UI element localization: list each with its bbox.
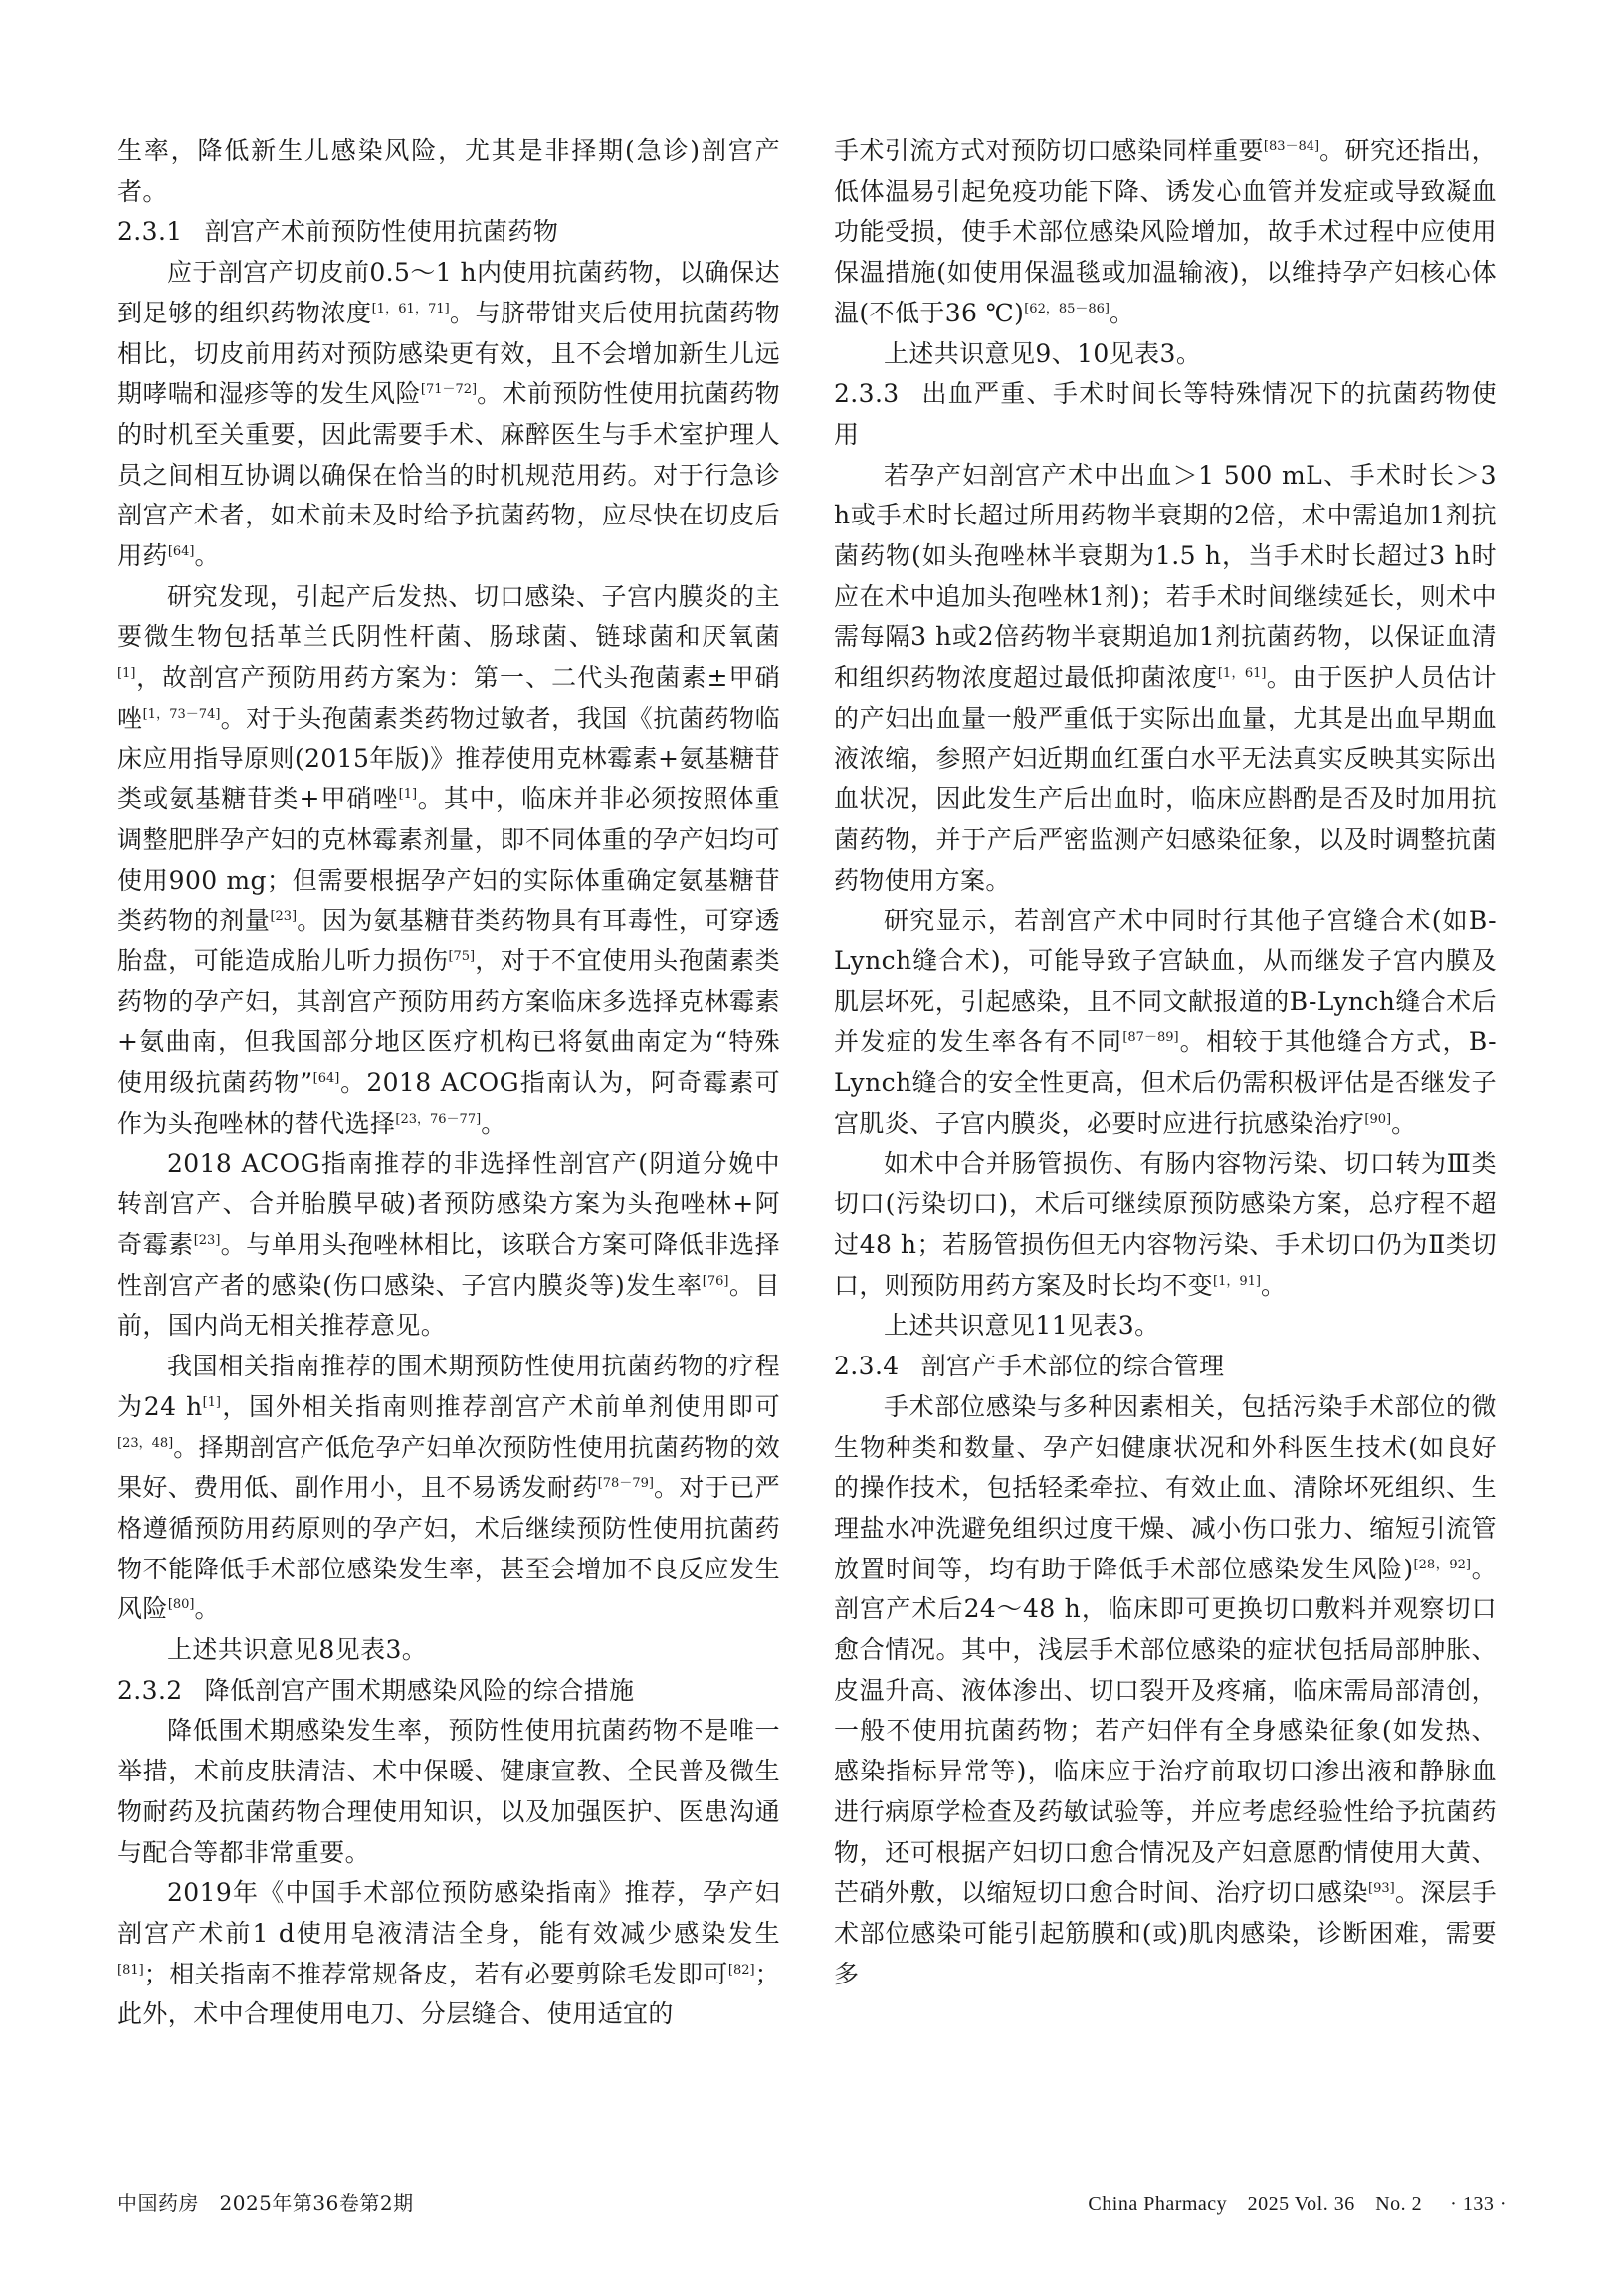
citation-reference: [75] bbox=[448, 949, 476, 965]
section-title: 剖宫产术前预防性使用抗菌药物 bbox=[204, 217, 559, 247]
citation-reference: [87－89] bbox=[1122, 1030, 1179, 1046]
section-number: 2.3.3 bbox=[834, 379, 900, 409]
citation-reference: [76] bbox=[702, 1273, 729, 1289]
citation-reference: [1，61] bbox=[1217, 666, 1267, 682]
paragraph-text: 如术中合并肠管损伤、有肠内容物污染、切口转为Ⅲ类切口(污染切口)，术后可继续原预防感染方案，总疗程不超过48 h；若肠管损伤但无内容物污染、手术切口仍为Ⅱ类切口，则预防用药方案及时长均不变 bbox=[834, 1148, 1497, 1300]
paragraph-text: ，故剖宫产预防用药方案为：第一、二代头孢菌素±甲硝唑 bbox=[117, 663, 780, 732]
footer-journal-label-en: China Pharmacy 2025 Vol. 36 No. 2 bbox=[1088, 2193, 1423, 2215]
body-paragraph bbox=[834, 1387, 1497, 1995]
paragraph-text: ，对于不宜使用头孢菌素类药物的孕产妇，其剖宫产预防用药方案临床多选择克林霉素+氨曲南，但我国部分地区医疗机构已将氨曲南定为“特殊使用级抗菌药物” bbox=[117, 946, 780, 1098]
paragraph-text: ，国外相关指南则推荐剖宫产术前单剂使用即可 bbox=[221, 1391, 780, 1421]
citation-reference: [1，61，71] bbox=[371, 301, 450, 316]
section-title: 剖宫产手术部位的综合管理 bbox=[920, 1352, 1225, 1381]
paragraph-text: 。与脐带钳夹后使用抗菌药物相比，切皮前用药对预防感染更有效，且不会增加新生儿远期哮喘和湿疹等的发生风险 bbox=[117, 298, 780, 409]
paragraph-text: 。相较于其他缝合方式，B-Lynch缝合的安全性更高，但术后仍需积极评估是否继发子宫肌炎、子宫内膜炎，必要时应进行抗感染治疗 bbox=[834, 1027, 1497, 1138]
citation-reference: [1] bbox=[398, 787, 418, 803]
footer-journal-label-cn: 中国药房 2025年第36卷第2期 bbox=[117, 2192, 414, 2215]
paragraph-text: 若孕产妇剖宫产术中出血＞1 500 mL、手术时长＞3 h或手术时长超过所用药物半衰期的2倍，术中需追加1剂抗菌药物(如头孢唑林半衰期为1.5 h，当手术时长超过3 h时应在术中追加头孢唑林1剂)；若手术时间继续延长，则术中需每隔3 h或2倍药物半衰期追加1剂抗菌药物，以保证血清和组织药物浓度超过最低抑菌浓度 bbox=[834, 460, 1497, 693]
section-number: 2.3.1 bbox=[117, 217, 183, 247]
paragraph-text: 。 bbox=[1391, 1108, 1417, 1138]
paragraph-text: 。 bbox=[481, 1108, 506, 1138]
paragraph-text: 上述共识意见11见表3。 bbox=[884, 1311, 1160, 1341]
paragraph-text: 。择期剖宫产低危孕产妇单次预防性使用抗菌药物的效果好、费用低、副作用小，且不易诱发耐药 bbox=[117, 1432, 780, 1503]
citation-reference: [83－84] bbox=[1263, 139, 1320, 154]
citation-reference: [71－72] bbox=[420, 382, 478, 398]
paragraph-text: 手术引流方式对预防切口感染同样重要 bbox=[834, 136, 1264, 165]
paragraph-text: 我国相关指南推荐的围术期预防性使用抗菌药物的疗程为24 h bbox=[117, 1352, 780, 1421]
footer-journal-info-cn bbox=[117, 2188, 414, 2216]
citation-reference: [64] bbox=[167, 544, 195, 560]
paragraph-text: 降低围术期感染发生率，预防性使用抗菌药物不是唯一举措，术前皮肤清洁、术中保暖、健康宣教、全民普及微生物耐药及抗菌药物合理使用知识，以及加强医护、医患沟通与配合等都非常重要。 bbox=[117, 1716, 780, 1867]
citation-reference: [23，48] bbox=[117, 1435, 174, 1451]
paragraph-text: 研究发现，引起产后发热、切口感染、子宫内膜炎的主要微生物包括革兰氏阴性杆菌、肠球菌、链球菌和厌氧菌 bbox=[117, 581, 780, 652]
paragraph-text: 。术前预防性使用抗菌药物的时机至关重要，因此需要手术、麻醉医生与手术室护理人员之间相互协调以确保在恰当的时机规范用药。对于行急诊剖宫产术者，如术前未及时给予抗菌药物，应尽快在切皮后用药 bbox=[117, 379, 780, 571]
section-title: 降低剖宫产围术期感染风险的综合措施 bbox=[204, 1675, 635, 1705]
citation-reference: [23，76－77] bbox=[395, 1111, 482, 1127]
citation-reference: [1] bbox=[202, 1394, 222, 1410]
paragraph-text: 。2018 ACOG指南认为，阿奇霉素可作为头孢唑林的替代选择 bbox=[117, 1068, 780, 1138]
paragraph-text: 。其中，临床并非必须按照体重调整肥胖孕产妇的克林霉素剂量，即不同体重的孕产妇均可使用900 mg；但需要根据孕产妇的实际体重确定氨基糖苷类药物的剂量 bbox=[117, 784, 780, 936]
body-paragraph bbox=[834, 901, 1497, 1144]
body-paragraph bbox=[834, 1145, 1497, 1307]
paragraph-text: 2018 ACOG指南推荐的非选择性剖宫产(阴道分娩中转剖宫产、合并胎膜早破)者预防感染方案为头孢唑林+阿奇霉素 bbox=[117, 1148, 780, 1259]
left-column bbox=[117, 131, 780, 2035]
paragraph-text: 。研究还指出，低体温易引起免疫功能下降、诱发心血管并发症或导致凝血功能受损，使手术部位感染风险增加，故手术过程中应使用保温措施(如使用保温毯或加温输液)，以维持孕产妇核心体温(不低于36 ℃) bbox=[834, 136, 1497, 327]
paragraph-text: 。与单用头孢唑林相比，该联合方案可降低非选择性剖宫产者的感染(伤口感染、子宫内膜炎等)发生率 bbox=[117, 1229, 780, 1300]
section-heading bbox=[834, 374, 1497, 455]
citation-reference: [78－79] bbox=[597, 1476, 654, 1492]
body-paragraph bbox=[117, 1711, 780, 1873]
citation-reference: [64] bbox=[312, 1071, 340, 1087]
paragraph-text: 2019年《中国手术部位预防感染指南》推荐，孕产妇剖宫产术前1 d使用皂液清洁全身，能有效减少感染发生 bbox=[117, 1878, 780, 1948]
citation-reference: [28，92] bbox=[1413, 1557, 1471, 1572]
paragraph-text: 。目前，国内尚无相关推荐意见。 bbox=[117, 1270, 780, 1341]
section-heading bbox=[117, 212, 780, 253]
paragraph-text: 。对于已严格遵循预防用药原则的孕产妇，术后继续预防性使用抗菌药物不能降低手术部位感染发生率，甚至会增加不良反应发生风险 bbox=[117, 1473, 780, 1624]
citation-reference: [90] bbox=[1364, 1111, 1392, 1127]
section-number: 2.3.2 bbox=[117, 1675, 183, 1705]
citation-reference: [23] bbox=[270, 909, 298, 925]
paragraph-text: 。对于头孢菌素类药物过敏者，我国《抗菌药物临床应用指导原则(2015年版)》推荐使用克林霉素+氨基糖苷类或氨基糖苷类+甲硝唑 bbox=[117, 703, 780, 814]
footer-journal-info-en bbox=[1088, 2188, 1507, 2216]
paragraph-text: 。深层手术部位感染可能引起筋膜和(或)肌肉感染，诊断困难，需要多 bbox=[834, 1878, 1497, 1988]
paragraph-text: 上述共识意见9、10见表3。 bbox=[884, 338, 1202, 368]
body-paragraph bbox=[117, 1145, 780, 1348]
paragraph-text: 手术部位感染与多种因素相关，包括污染手术部位的微生物种类和数量、孕产妇健康状况和外科医生技术(如良好的操作技术，包括轻柔牵拉、有效止血、清除坏死组织、生理盐水冲洗避免组织过度干燥、减小伤口张力、缩短引流管放置时间等，均有助于降低手术部位感染发生风险) bbox=[834, 1391, 1497, 1583]
body-paragraph bbox=[834, 334, 1497, 375]
paragraph-text: 。 bbox=[194, 1594, 220, 1624]
body-paragraph bbox=[117, 577, 780, 1145]
citation-reference: [62，85－86] bbox=[1024, 301, 1110, 316]
paragraph-text: 研究显示，若剖宫产术中同时行其他子宫缝合术(如B-Lynch缝合术)，可能导致子宫缺血，从而继发子宫内膜及肌层坏死，引起感染，且不同文献报道的B-Lynch缝合术后并发症的发生率各有不同 bbox=[834, 906, 1497, 1057]
page-number: · 133 · bbox=[1450, 2193, 1507, 2215]
paragraph-text: 。 bbox=[194, 541, 220, 571]
paragraph-text: 。 bbox=[1110, 298, 1135, 327]
paragraph-text: 。 bbox=[1260, 1270, 1287, 1300]
citation-reference: [1，73－74] bbox=[142, 706, 221, 722]
paragraph-text: 应于剖宫产切皮前0.5～1 h内使用抗菌药物，以确保达到足够的组织药物浓度 bbox=[117, 258, 780, 327]
citation-reference: [82] bbox=[727, 1962, 755, 1978]
citation-reference: [81] bbox=[117, 1962, 144, 1978]
body-paragraph bbox=[834, 456, 1497, 902]
body-paragraph bbox=[834, 131, 1497, 334]
body-paragraph bbox=[117, 1630, 780, 1671]
section-heading bbox=[117, 1671, 780, 1712]
citation-reference: [1] bbox=[117, 666, 136, 682]
body-paragraph bbox=[117, 1347, 780, 1630]
paragraph-text: ；相关指南不推荐常规备皮，若有必要剪除毛发即可 bbox=[143, 1959, 728, 1988]
paragraph-text: 上述共识意见8见表3。 bbox=[167, 1635, 428, 1665]
section-number: 2.3.4 bbox=[834, 1352, 900, 1381]
citation-reference: [1，91] bbox=[1213, 1273, 1261, 1289]
paragraph-text: 。剖宫产术后24～48 h，临床即可更换切口敷料并观察切口愈合情况。其中，浅层手术部位感染的症状包括局部肿胀、皮温升高、液体渗出、切口裂开及疼痛，临床需局部清创，一般不使用抗菌药物；若产妇伴有全身感染征象(如发热、感染指标异常等)，临床应于治疗前取切口渗出液和静脉血进行病原学检查及药敏试验等，并应考虑经验性给予抗菌药物，还可根据产妇切口愈合情况及产妇意愿酌情使用大黄、芒硝外敷，以缩短切口愈合时间、治疗切口感染 bbox=[834, 1554, 1497, 1908]
citation-reference: [23] bbox=[193, 1232, 221, 1248]
body-paragraph bbox=[117, 1873, 780, 2035]
body-paragraph bbox=[834, 1306, 1497, 1347]
paragraph-text: ；此外，术中合理使用电刀、分层缝合、使用适宜的 bbox=[117, 1959, 780, 2029]
paragraph-text: 生率，降低新生儿感染风险，尤其是非择期(急诊)剖宫产者。 bbox=[117, 136, 780, 206]
body-paragraph bbox=[117, 253, 780, 577]
paragraph-text: 。因为氨基糖苷类药物具有耳毒性，可穿透胎盘，可能造成胎儿听力损伤 bbox=[117, 906, 780, 976]
citation-reference: [80] bbox=[167, 1597, 195, 1613]
right-column bbox=[834, 131, 1497, 1994]
body-paragraph bbox=[117, 131, 780, 212]
citation-reference: [93] bbox=[1368, 1881, 1395, 1897]
section-heading bbox=[834, 1347, 1497, 1387]
section-title: 出血严重、手术时间长等特殊情况下的抗菌药物使用 bbox=[834, 379, 1497, 449]
paragraph-text: 。由于医护人员估计的产妇出血量一般严重低于实际出血量，尤其是出血早期血液浓缩，参照产妇近期血红蛋白水平无法真实反映其实际出血状况，因此发生产后出血时，临床应斟酌是否及时加用抗菌药物，并于产后严密监测产妇感染征象，以及时调整抗菌药物使用方案。 bbox=[834, 663, 1497, 895]
